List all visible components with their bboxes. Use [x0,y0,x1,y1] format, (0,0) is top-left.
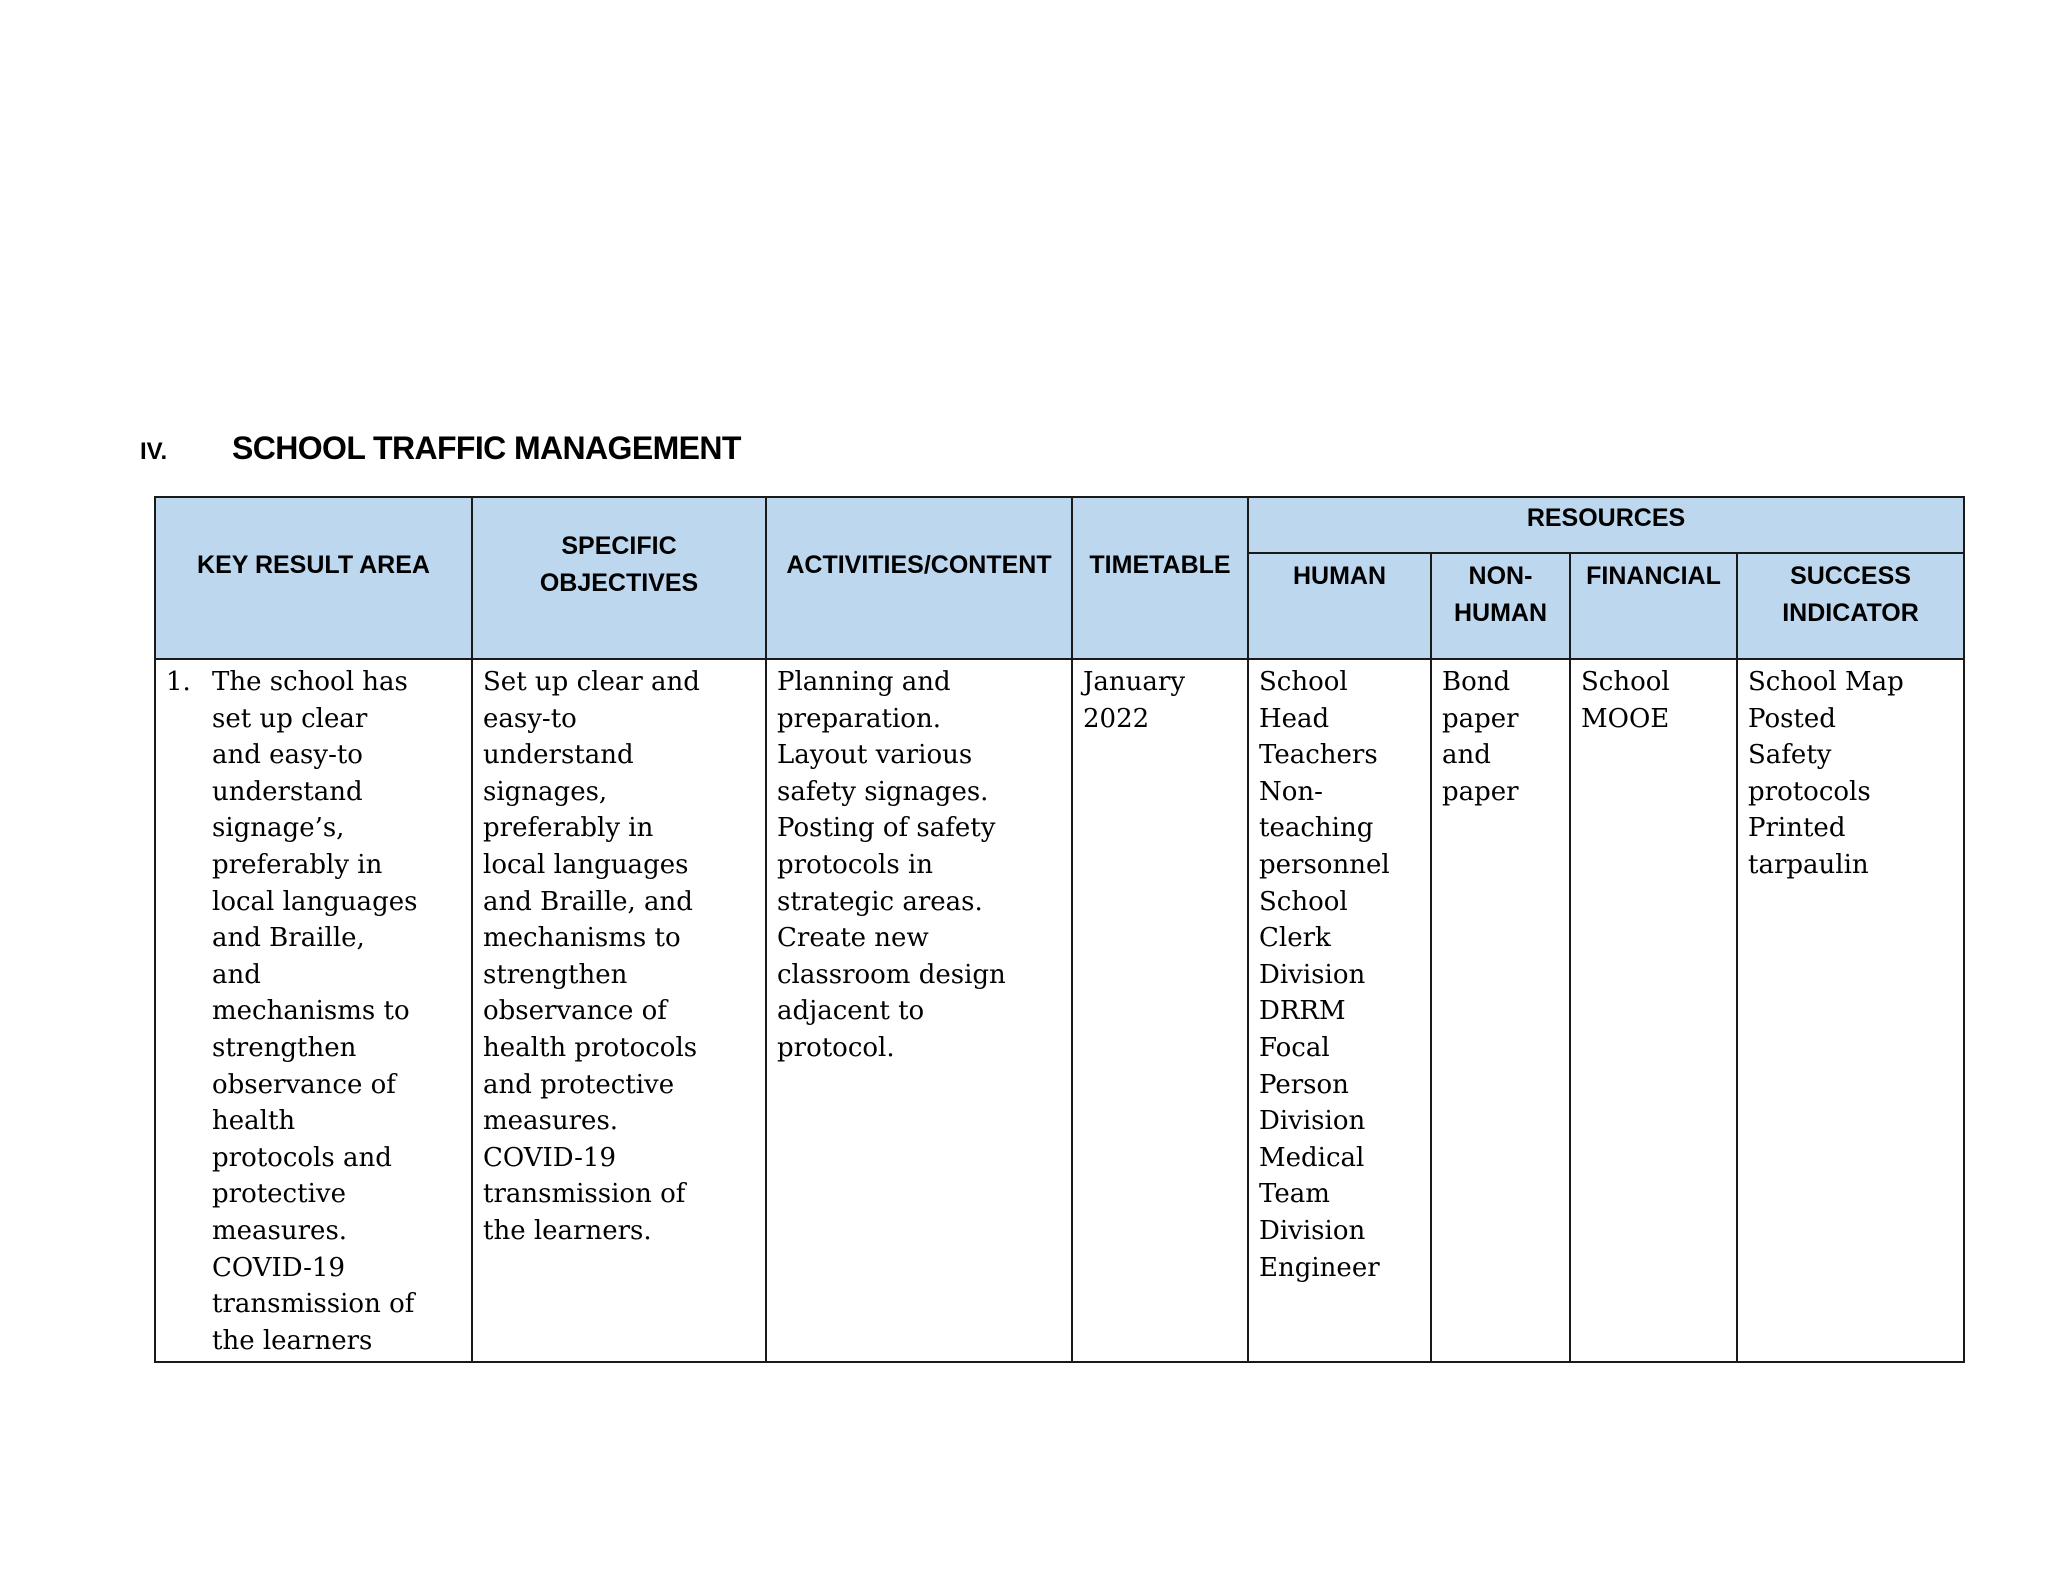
cell-line: Bond [1442,667,1511,697]
cell-line: The school has [212,667,408,697]
cell-line: School [1259,667,1348,697]
cell-human [1248,659,1431,1362]
cell-line: understand [212,776,363,807]
cell-line: observance of [212,1069,396,1100]
cell-line: protocols and [212,1142,392,1173]
cell-line: safety signages. [777,776,989,807]
cell-line: and [1442,740,1491,771]
cell-line: observance of [483,996,667,1027]
cell-line: the learners. [483,1215,652,1246]
table-row [155,659,1964,1362]
section-heading [140,430,741,470]
cell-line: protocols in [777,849,934,880]
cell-line: paper [1442,776,1519,807]
cell-line: Create new [777,923,929,954]
cell-line: transmission of [483,1179,686,1210]
cell-line: the learners [212,1325,373,1356]
cell-line: Safety [1748,740,1832,771]
header-human: HUMAN [1248,553,1431,659]
cell-line: School [1259,886,1348,917]
cell-line: and Braille, [212,923,365,954]
cell-line: Posting of safety [777,813,996,844]
cell-key-result-area [155,659,472,1362]
cell-line: and easy-to [212,740,363,771]
cell-line: Person [1259,1069,1349,1100]
traffic-management-table [154,496,1965,1363]
cell-line: Division [1259,1106,1366,1137]
cell-line: understand [483,740,634,771]
cell-line: measures. [212,1215,348,1246]
cell-line: DRRM [1259,996,1346,1027]
header-row-top [155,497,1964,553]
cell-line: protective [212,1179,346,1210]
cell-line: 2022 [1083,703,1150,734]
cell-line: and protective [483,1069,675,1100]
cell-line: Layout various [777,740,973,771]
cell-non-human [1431,659,1570,1362]
header-success-indicator: SUCCESS INDICATOR [1737,553,1964,659]
header-non-human: NON-HUMAN [1431,553,1570,659]
cell-line: COVID-19 [212,1252,345,1283]
cell-line: Focal [1259,1032,1330,1063]
cell-line: signage’s, [212,813,345,844]
cell-line: Team [1259,1179,1330,1210]
cell-line: strengthen [483,959,628,990]
cell-line: protocol. [777,1032,895,1063]
cell-line: paper [1442,703,1519,734]
cell-line: Engineer [1259,1252,1380,1283]
cell-line: preferably in [212,849,383,880]
cell-line: MOOE [1581,703,1670,734]
cell-line: Head [1259,703,1330,734]
cell-line: and [212,959,261,990]
cell-financial [1570,659,1737,1362]
cell-activities-content [766,659,1072,1362]
cell-line: health protocols [483,1032,698,1063]
cell-specific-objectives [472,659,766,1362]
cell-line: teaching [1259,813,1374,844]
cell-line: Division [1259,1215,1366,1246]
cell-line: local languages [483,849,689,880]
header-timetable: TIMETABLE [1072,497,1248,659]
cell-line: preparation. [777,703,941,734]
cell-line: signages, [483,776,608,807]
cell-timetable [1072,659,1248,1362]
cell-line: strengthen [212,1032,357,1063]
cell-line: School Map [1748,667,1904,697]
cell-line: strategic areas. [777,886,983,917]
cell-line: mechanisms to [483,923,681,954]
cell-line: Teachers [1259,740,1378,771]
cell-line: School [1581,667,1670,697]
cell-line: and Braille, and [483,886,693,917]
cell-line: mechanisms to [212,996,410,1027]
header-financial: FINANCIAL [1570,553,1737,659]
cell-line: health [212,1106,296,1137]
cell-line: set up clear [212,703,368,734]
cell-line: protocols [1748,776,1871,807]
cell-line: classroom design [777,959,1006,990]
section-title: SCHOOL TRAFFIC MANAGEMENT [232,430,741,466]
cell-line: local languages [212,886,418,917]
cell-line: tarpaulin [1748,849,1869,880]
header-activities-content: ACTIVITIES/CONTENT [766,497,1072,659]
cell-line: Division [1259,959,1366,990]
row-number: 1. [166,667,191,697]
section-number: IV. [140,438,168,465]
cell-line: adjacent to [777,996,925,1027]
cell-line: easy-to [483,703,577,734]
cell-line: personnel [1259,849,1390,880]
header-key-result-area: KEY RESULT AREA [155,497,472,659]
cell-line: Set up clear and [483,667,700,697]
header-resources: RESOURCES [1248,497,1964,553]
cell-line: January [1083,667,1186,697]
cell-line: preferably in [483,813,654,844]
cell-line: Clerk [1259,923,1331,954]
cell-line: COVID-19 [483,1142,616,1173]
cell-line: Printed [1748,813,1846,844]
cell-line: Non- [1259,776,1323,807]
cell-success-indicator [1737,659,1964,1362]
cell-line: Posted [1748,703,1836,734]
cell-line: measures. [483,1106,619,1137]
cell-line: Medical [1259,1142,1365,1173]
cell-line: transmission of [212,1289,415,1320]
cell-line: Planning and [777,667,951,697]
header-specific-objectives: SPECIFIC OBJECTIVES [472,497,766,659]
